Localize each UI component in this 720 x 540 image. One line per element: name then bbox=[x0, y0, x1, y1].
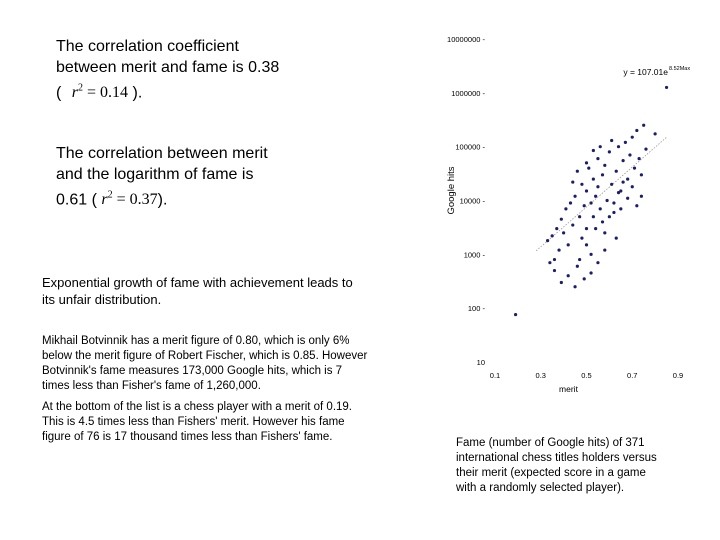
text-line: Fame (number of Google hits) of 371 bbox=[456, 437, 645, 449]
data-point bbox=[622, 159, 625, 162]
data-point bbox=[635, 204, 638, 207]
data-point bbox=[585, 161, 588, 164]
data-point bbox=[603, 231, 606, 234]
text-line: The correlation coefficient bbox=[56, 38, 239, 55]
data-point bbox=[583, 204, 586, 207]
data-point bbox=[576, 265, 579, 268]
text-line: The correlation between merit bbox=[56, 145, 268, 162]
log-fame-correlation-paragraph bbox=[56, 143, 336, 210]
botvinnik-paragraph bbox=[42, 334, 412, 394]
data-point bbox=[585, 189, 588, 192]
data-point bbox=[605, 199, 608, 202]
data-point bbox=[631, 136, 634, 139]
data-point bbox=[560, 218, 563, 221]
data-point bbox=[635, 129, 638, 132]
data-point bbox=[592, 177, 595, 180]
data-point bbox=[589, 271, 592, 274]
y-tick-label: 100 - bbox=[467, 304, 485, 314]
text-line: with a randomly selected player). bbox=[456, 482, 625, 494]
r-squared-equation bbox=[72, 84, 128, 101]
data-point bbox=[633, 166, 636, 169]
data-point bbox=[610, 183, 613, 186]
data-point bbox=[596, 261, 599, 264]
data-point bbox=[569, 201, 572, 204]
data-point bbox=[640, 195, 643, 198]
data-point bbox=[573, 285, 576, 288]
data-point bbox=[592, 149, 595, 152]
y-tick-label: 1000 - bbox=[463, 250, 485, 260]
y-tick-label: 10 bbox=[476, 358, 485, 367]
equation-var: r bbox=[101, 191, 108, 209]
data-point bbox=[608, 215, 611, 218]
data-point bbox=[557, 248, 560, 251]
data-point bbox=[601, 220, 604, 223]
data-point bbox=[560, 281, 563, 284]
data-point bbox=[548, 261, 551, 264]
data-point bbox=[603, 164, 606, 167]
data-point bbox=[638, 157, 641, 160]
data-point bbox=[599, 207, 602, 210]
trendline bbox=[536, 137, 666, 251]
chart-caption bbox=[456, 436, 686, 496]
data-point bbox=[612, 211, 615, 214]
text-line bbox=[56, 78, 336, 103]
text-line: Exponential growth of fame with achievement leads to bbox=[42, 275, 353, 290]
data-point bbox=[631, 185, 634, 188]
data-point bbox=[555, 227, 558, 230]
y-tick-label: 1000000 - bbox=[451, 88, 485, 98]
data-point bbox=[551, 234, 554, 237]
x-axis-label: merit bbox=[559, 384, 578, 394]
data-point bbox=[571, 180, 574, 183]
data-point bbox=[589, 253, 592, 256]
data-point bbox=[594, 227, 597, 230]
data-point bbox=[585, 243, 588, 246]
data-point bbox=[596, 185, 599, 188]
data-point bbox=[640, 173, 643, 176]
x-tick-label: 0.7 bbox=[627, 371, 638, 380]
equation-exponent: 2 bbox=[107, 190, 113, 201]
x-tick-label: 0.1 bbox=[489, 371, 501, 380]
data-point bbox=[596, 157, 599, 160]
equation-rhs: = 0.14 bbox=[87, 84, 129, 102]
text-fragment: ). bbox=[157, 191, 168, 209]
text-fragment: 0.61 ( bbox=[56, 191, 97, 209]
data-point bbox=[603, 248, 606, 251]
data-point bbox=[594, 195, 597, 198]
data-point bbox=[654, 132, 657, 135]
data-point bbox=[617, 145, 620, 148]
data-point bbox=[626, 177, 629, 180]
data-point bbox=[546, 239, 549, 242]
equation-exponent: 2 bbox=[78, 83, 84, 94]
bottom-player-paragraph bbox=[42, 400, 412, 445]
data-point bbox=[576, 170, 579, 173]
data-point bbox=[589, 201, 592, 204]
data-point bbox=[514, 313, 517, 316]
data-point bbox=[624, 141, 627, 144]
y-tick-label: 10000000 - bbox=[447, 35, 485, 44]
text-line: At the bottom of the list is a chess player with a merit of 0.19. bbox=[42, 401, 353, 413]
data-point bbox=[601, 173, 604, 176]
trendline-equation-exponent: 8.52Max bbox=[669, 66, 691, 72]
y-tick-label: 10000 - bbox=[459, 196, 485, 206]
text-line: figure of 76 is 17 thousand times less than Fishers' fame. bbox=[42, 431, 333, 443]
text-line: international chess titles holders versus bbox=[456, 452, 657, 464]
data-point bbox=[573, 195, 576, 198]
text-line: below the merit figure of Robert Fischer, which is 0.85. However bbox=[42, 350, 368, 362]
data-point bbox=[580, 237, 583, 240]
data-point bbox=[615, 170, 618, 173]
data-point bbox=[622, 180, 625, 183]
text-line bbox=[56, 185, 336, 210]
x-tick-label: 0.3 bbox=[535, 371, 546, 380]
r-squared-equation bbox=[101, 191, 157, 208]
data-point bbox=[612, 201, 615, 204]
data-point bbox=[642, 124, 645, 127]
data-point bbox=[617, 191, 620, 194]
data-point bbox=[592, 215, 595, 218]
data-point bbox=[567, 274, 570, 277]
text-line: Botvinnik's fame measures 173,000 Google hits, which is 7 bbox=[42, 365, 343, 377]
text-line: times less than Fisher's fame of 1,260,000. bbox=[42, 380, 261, 392]
data-point bbox=[564, 207, 567, 210]
data-point bbox=[628, 153, 631, 156]
text-line: its unfair distribution. bbox=[42, 292, 162, 307]
data-point bbox=[599, 145, 602, 148]
merit-fame-scatter-chart bbox=[440, 25, 700, 405]
data-point bbox=[553, 269, 556, 272]
data-point bbox=[580, 183, 583, 186]
y-tick-label: 100000 - bbox=[455, 142, 485, 152]
data-point bbox=[562, 231, 565, 234]
data-point bbox=[665, 86, 668, 89]
data-point bbox=[553, 258, 556, 261]
data-point bbox=[578, 215, 581, 218]
x-tick-label: 0.9 bbox=[672, 371, 684, 380]
trendline-equation: y = 107.01e bbox=[623, 67, 668, 77]
text-line: between merit and fame is 0.38 bbox=[56, 59, 280, 76]
data-point bbox=[583, 277, 586, 280]
data-point bbox=[587, 166, 590, 169]
exponential-growth-paragraph bbox=[42, 274, 402, 308]
data-point bbox=[567, 243, 570, 246]
data-point bbox=[610, 139, 613, 142]
data-point bbox=[608, 150, 611, 153]
data-point bbox=[615, 237, 618, 240]
data-point bbox=[619, 207, 622, 210]
x-tick-label: 0.5 bbox=[581, 371, 592, 380]
data-point bbox=[571, 223, 574, 226]
equation-var: r bbox=[71, 84, 79, 102]
data-point bbox=[585, 227, 588, 230]
text-fragment: ( bbox=[56, 84, 62, 102]
equation-rhs: = 0.37 bbox=[116, 191, 158, 209]
merit-fame-correlation-paragraph bbox=[56, 36, 336, 103]
text-fragment: ). bbox=[132, 84, 143, 102]
text-line: and the logarithm of fame is bbox=[56, 166, 254, 183]
text-line: their merit (expected score in a game bbox=[456, 467, 646, 479]
data-point bbox=[626, 197, 629, 200]
text-line: This is 4.5 times less than Fishers' merit. However his fame bbox=[42, 416, 345, 428]
y-axis-label: Google hits bbox=[446, 166, 457, 215]
data-point bbox=[644, 148, 647, 151]
data-point bbox=[578, 258, 581, 261]
text-line: Mikhail Botvinnik has a merit figure of 0.80, which is only 6% bbox=[42, 335, 350, 347]
